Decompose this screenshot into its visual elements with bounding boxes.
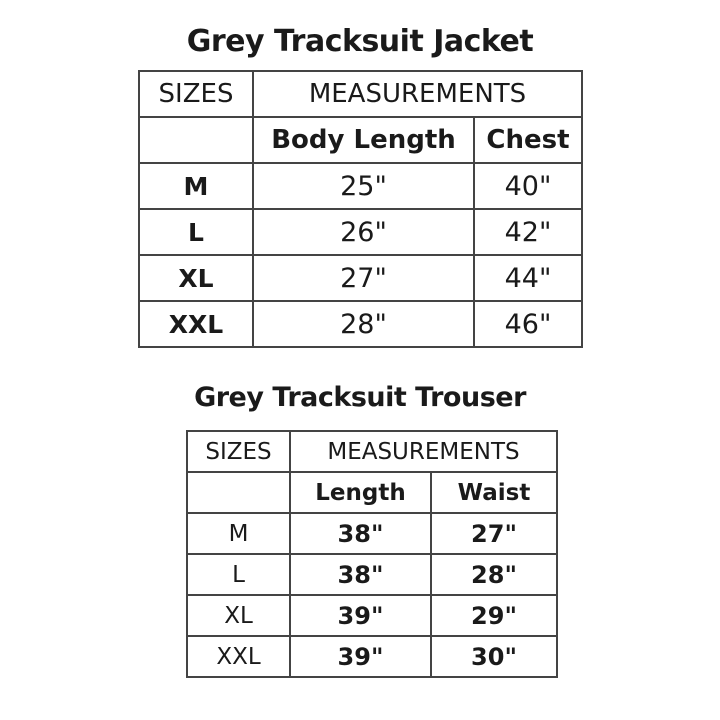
body-length-header: Body Length: [253, 117, 474, 163]
size-cell: XXL: [187, 636, 290, 677]
body-length-cell: 28": [253, 301, 474, 347]
sizes-header: SIZES: [187, 431, 290, 472]
table-subheader-row: [187, 472, 557, 513]
chest-cell: 42": [474, 209, 582, 255]
length-cell: 38": [290, 554, 431, 595]
jacket-size-table: [138, 70, 583, 348]
size-cell: L: [187, 554, 290, 595]
table-row: [139, 301, 582, 347]
waist-cell: 27": [431, 513, 557, 554]
trouser-size-table: [186, 430, 558, 678]
jacket-title: Grey Tracksuit Jacket: [186, 24, 534, 59]
table-row: [187, 513, 557, 554]
chest-cell: 40": [474, 163, 582, 209]
measurements-header: MEASUREMENTS: [290, 431, 557, 472]
table-row: [187, 595, 557, 636]
table-row: [139, 209, 582, 255]
table-row: [187, 554, 557, 595]
waist-cell: 29": [431, 595, 557, 636]
table-subheader-row: [139, 117, 582, 163]
empty-cell: [139, 117, 253, 163]
sizes-header: SIZES: [139, 71, 253, 117]
waist-header: Waist: [431, 472, 557, 513]
length-header: Length: [290, 472, 431, 513]
length-cell: 39": [290, 595, 431, 636]
length-cell: 38": [290, 513, 431, 554]
size-cell: XXL: [139, 301, 253, 347]
waist-cell: 30": [431, 636, 557, 677]
trouser-title: Grey Tracksuit Trouser: [194, 382, 526, 413]
chest-cell: 46": [474, 301, 582, 347]
length-cell: 39": [290, 636, 431, 677]
measurements-header: MEASUREMENTS: [253, 71, 582, 117]
table-row: [139, 163, 582, 209]
body-length-cell: 25": [253, 163, 474, 209]
table-header-row: [139, 71, 582, 117]
chest-cell: 44": [474, 255, 582, 301]
waist-cell: 28": [431, 554, 557, 595]
size-cell: XL: [139, 255, 253, 301]
size-cell: M: [187, 513, 290, 554]
size-cell: XL: [187, 595, 290, 636]
empty-cell: [187, 472, 290, 513]
body-length-cell: 26": [253, 209, 474, 255]
chest-header: Chest: [474, 117, 582, 163]
size-cell: M: [139, 163, 253, 209]
size-cell: L: [139, 209, 253, 255]
table-row: [187, 636, 557, 677]
table-header-row: [187, 431, 557, 472]
table-row: [139, 255, 582, 301]
body-length-cell: 27": [253, 255, 474, 301]
